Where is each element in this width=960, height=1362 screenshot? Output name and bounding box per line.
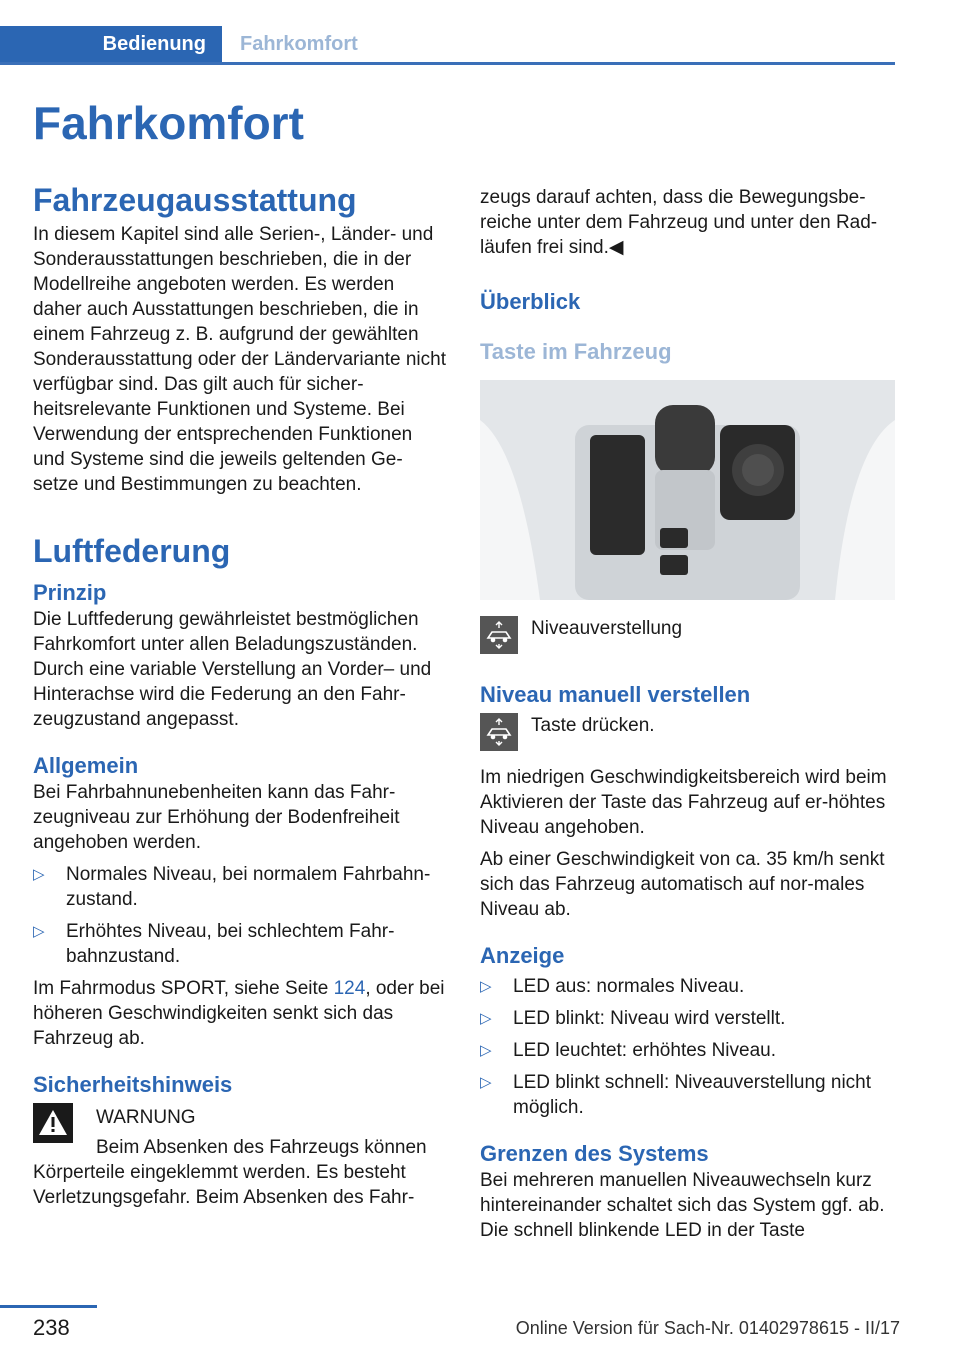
list-item <box>480 974 895 999</box>
list-allgemein <box>33 862 448 969</box>
icon-label-niveauverstellung: Niveauverstellung <box>531 618 683 639</box>
paragraph-ab: Ab einer Geschwindigkeit von ca. 35 km/h senkt sich das Fahrzeug automatisch auf nor-males Niveau ab. <box>480 849 885 920</box>
triangle-bullet-icon: ▷ <box>480 1010 492 1027</box>
icon-row-taste <box>480 713 895 753</box>
list-item-text: LED aus: normales Niveau. <box>513 976 745 997</box>
list-item-text: LED blinkt: Niveau wird verstellt. <box>513 1008 786 1029</box>
warning-label: WARNUNG <box>96 1107 196 1128</box>
paragraph-continuation: zeugs darauf achten, dass die Bewegungsbe-reiche unter dem Fahrzeug und unter den Rad-läufen frei sind.◀ <box>480 187 878 258</box>
level-adjust-icon <box>480 713 518 751</box>
tab-bedienung[interactable]: Bedienung <box>0 26 222 62</box>
heading-ueberblick: Überblick <box>480 289 581 314</box>
warning-block <box>33 1103 448 1210</box>
right-column <box>480 185 895 1243</box>
heading-taste-im-fahrzeug: Taste im Fahrzeug <box>480 339 672 364</box>
triangle-bullet-icon: ▷ <box>480 1074 492 1091</box>
list-item <box>33 862 448 912</box>
heading-sicherheitshinweis: Sicherheitshinweis <box>33 1072 233 1097</box>
icon-label-taste: Taste drücken. <box>531 715 655 736</box>
footer-accent-line <box>0 1305 97 1308</box>
heading-luftfederung: Luftfederung <box>33 533 231 569</box>
paragraph-ausstattung: In diesem Kapitel sind alle Serien-, Länder- und Sonderausstattungen beschrieben, die in der Modellreihe angeboten werden. Es werden daher auch Ausstattungen beschrieben, die in einem Fahrzeug z. B. aufgrund der gewählten Sonderausstattung oder der Ländervariante nicht verfügbar sind. Das gilt auch für sicher-heitsrelevante Funktionen und Systeme. Bei Verwendung der entsprechenden Funktionen und Systeme sind die jeweils geltenden Ge-setze und Bestimmungen zu beachten. <box>33 224 446 495</box>
console-illustration <box>480 380 895 600</box>
list-anzeige <box>480 974 895 1120</box>
level-adjust-icon <box>480 616 518 654</box>
icon-row-niveauverstellung <box>480 616 895 656</box>
heading-fahrzeugausstattung: Fahrzeugausstattung <box>33 182 357 218</box>
heading-anzeige: Anzeige <box>480 943 565 968</box>
list-item <box>480 1006 895 1031</box>
paragraph-grenzen: Bei mehreren manuellen Niveauwechseln kurz hintereinander schaltet sich das System ggf. ab. Die schnell blinkende LED in der Taste <box>480 1170 885 1241</box>
triangle-bullet-icon: ▷ <box>480 978 492 995</box>
list-item <box>33 919 448 969</box>
warning-text: Beim Absenken des Fahrzeugs können Körperteile eingeklemmt werden. Es besteht Verletzungsgefahr. Beim Absenken des Fahr- <box>33 1137 427 1208</box>
paragraph-niedrig: Im niedrigen Geschwindigkeitsbereich wird beim Aktivieren der Taste das Fahrzeug auf er-höhtes Niveau angehoben. <box>480 767 887 838</box>
list-item-text: LED leuchtet: erhöhtes Niveau. <box>513 1040 776 1061</box>
header-tabs <box>0 26 895 65</box>
paragraph-sport <box>33 976 448 1051</box>
page-title: Fahrkomfort <box>33 97 304 149</box>
heading-niveau-manuell: Niveau manuell verstellen <box>480 682 751 707</box>
list-item <box>480 1070 895 1120</box>
triangle-bullet-icon: ▷ <box>480 1042 492 1059</box>
list-item-text: Normales Niveau, bei normalem Fahrbahn-zustand. <box>66 864 431 910</box>
warning-icon <box>33 1103 73 1143</box>
triangle-bullet-icon: ▷ <box>33 923 45 940</box>
heading-prinzip: Prinzip <box>33 580 107 605</box>
sport-text-2: , oder bei höheren Geschwindigkeiten senkt sich das Fahrzeug ab. <box>33 978 445 1049</box>
list-item-text: Erhöhtes Niveau, bei schlechtem Fahr-bahnzustand. <box>66 921 395 967</box>
footer-online-version: Online Version für Sach-Nr. 01402978615 - II/17 <box>515 1318 900 1338</box>
page-link[interactable]: 124 <box>333 978 366 999</box>
center-console-photo <box>480 380 895 600</box>
paragraph-prinzip: Die Luftfederung gewährleistet bestmöglichen Fahrkomfort unter allen Beladungszuständen. Durch eine variable Verstellung an Vorder– und Hinterachse wird die Federung an den Fahr-zeugzustand angepasst. <box>33 609 432 730</box>
list-item <box>480 1038 895 1063</box>
paragraph-allgemein: Bei Fahrbahnunebenheiten kann das Fahr-zeugniveau zur Erhöhung der Bodenfreiheit angehoben werden. <box>33 782 400 853</box>
page-number: 238 <box>33 1315 70 1340</box>
heading-grenzen: Grenzen des Systems <box>480 1141 709 1166</box>
tab-fahrkomfort[interactable]: Fahrkomfort <box>240 33 358 55</box>
list-item-text: LED blinkt schnell: Niveauverstellung nicht möglich. <box>513 1072 872 1118</box>
triangle-bullet-icon: ▷ <box>33 866 45 883</box>
sport-text-1: Im Fahrmodus SPORT, siehe Seite <box>33 978 334 999</box>
heading-allgemein: Allgemein <box>33 753 139 778</box>
left-column <box>33 180 448 1210</box>
